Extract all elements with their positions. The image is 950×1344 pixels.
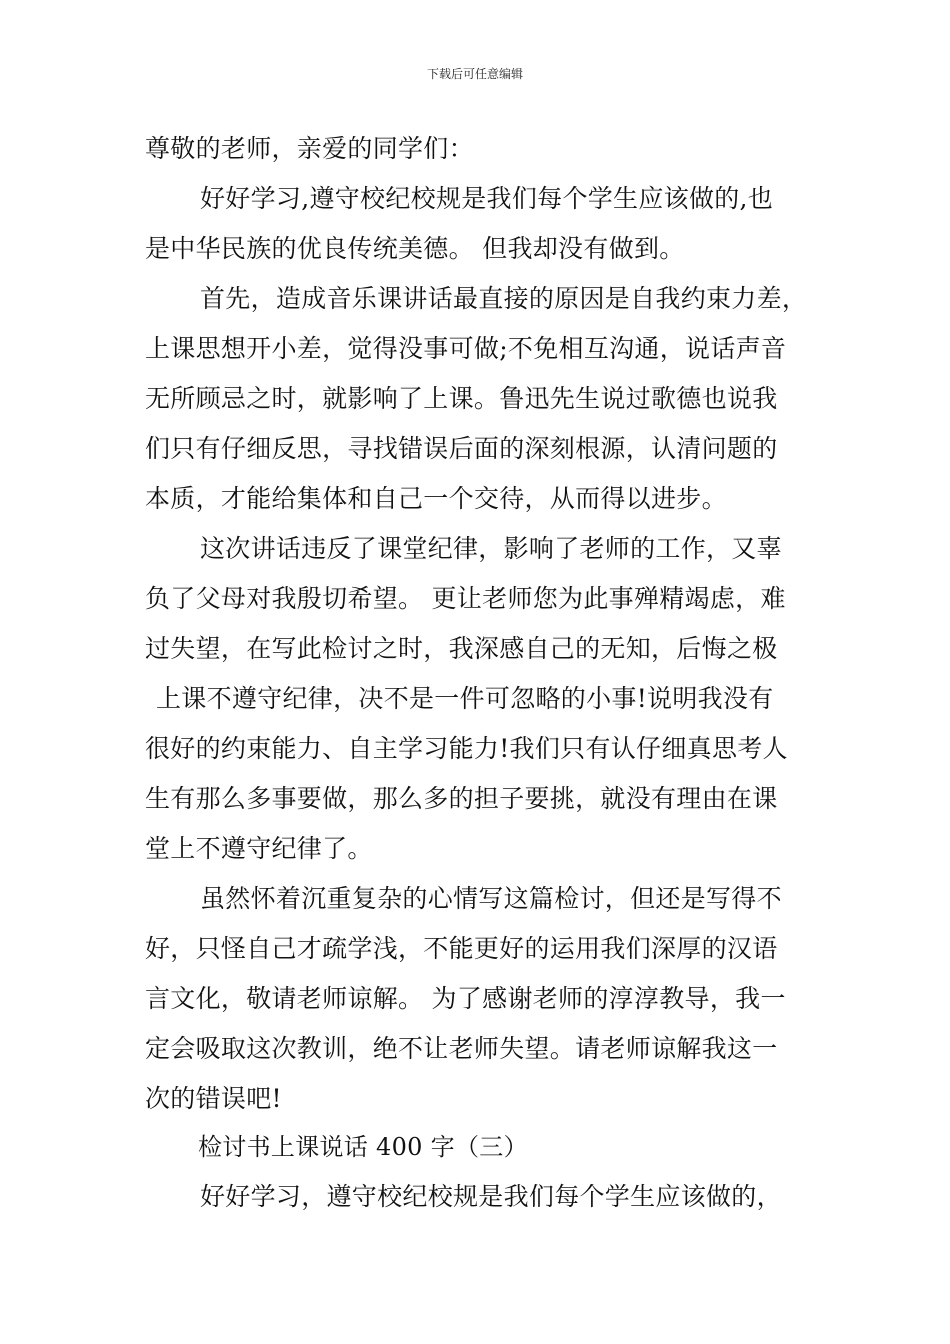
paragraph-line: 好好学习，遵守校纪校规是我们每个学生应该做的， bbox=[200, 1182, 782, 1211]
paragraph-line: 堂上不遵守纪律了。 bbox=[145, 834, 373, 863]
paragraph-line: 过失望，在写此检讨之时，我深感自己的无知，后悔之极 bbox=[145, 634, 778, 663]
paragraph-line: 们只有仔细反思，寻找错误后面的深刻根源，认清问题的 bbox=[145, 434, 778, 463]
paragraph-line: 本质，才能给集体和自己一个交待，从而得以进步。 bbox=[145, 484, 727, 513]
paragraph-line: 很好的约束能力、自主学习能力!我们只有认仔细真思考人 bbox=[145, 734, 788, 763]
salutation-line: 尊敬的老师，亲爱的同学们： bbox=[145, 134, 474, 163]
paragraph-line: 好好学习,遵守校纪校规是我们每个学生应该做的,也 bbox=[200, 184, 774, 213]
paragraph-line: 定会吸取这次教训，绝不让老师失望。请老师谅解我这一 bbox=[145, 1034, 778, 1063]
paragraph-line: 生有那么多事要做，那么多的担子要挑，就没有理由在课 bbox=[145, 784, 778, 813]
paragraph-line: 首先，造成音乐课讲话最直接的原因是自我约束力差， bbox=[200, 284, 808, 313]
section-heading: 检讨书上课说话 400 字（三） bbox=[198, 1133, 528, 1161]
paragraph-line: 负了父母对我殷切希望。 更让老师您为此事殚精竭虑，难 bbox=[145, 584, 786, 613]
paragraph-line: 这次讲话违反了课堂纪律，影响了老师的工作，又辜 bbox=[200, 534, 782, 563]
paragraph-line: 好，只怪自己才疏学浅，不能更好的运用我们深厚的汉语 bbox=[145, 934, 778, 963]
paragraph-line: 上课思想开小差，觉得没事可做;不免相互沟通，说话声音 bbox=[145, 334, 787, 363]
paragraph-line: 次的错误吧! bbox=[145, 1084, 282, 1113]
paragraph-line: 言文化，敬请老师谅解。 为了感谢老师的淳淳教导，我一 bbox=[145, 984, 786, 1013]
paragraph-line: 无所顾忌之时，就影响了上课。鲁迅先生说过歌德也说我 bbox=[145, 384, 778, 413]
paragraph-line: 是中华民族的优良传统美德。 但我却没有做到。 bbox=[145, 234, 685, 263]
paragraph-line: 虽然怀着沉重复杂的心情写这篇检讨，但还是写得不 bbox=[200, 884, 782, 913]
page-header-note: 下载后可任意编辑 bbox=[426, 67, 523, 81]
paragraph-line: 上课不遵守纪律，决不是一件可忽略的小事!说明我没有 bbox=[156, 684, 774, 713]
